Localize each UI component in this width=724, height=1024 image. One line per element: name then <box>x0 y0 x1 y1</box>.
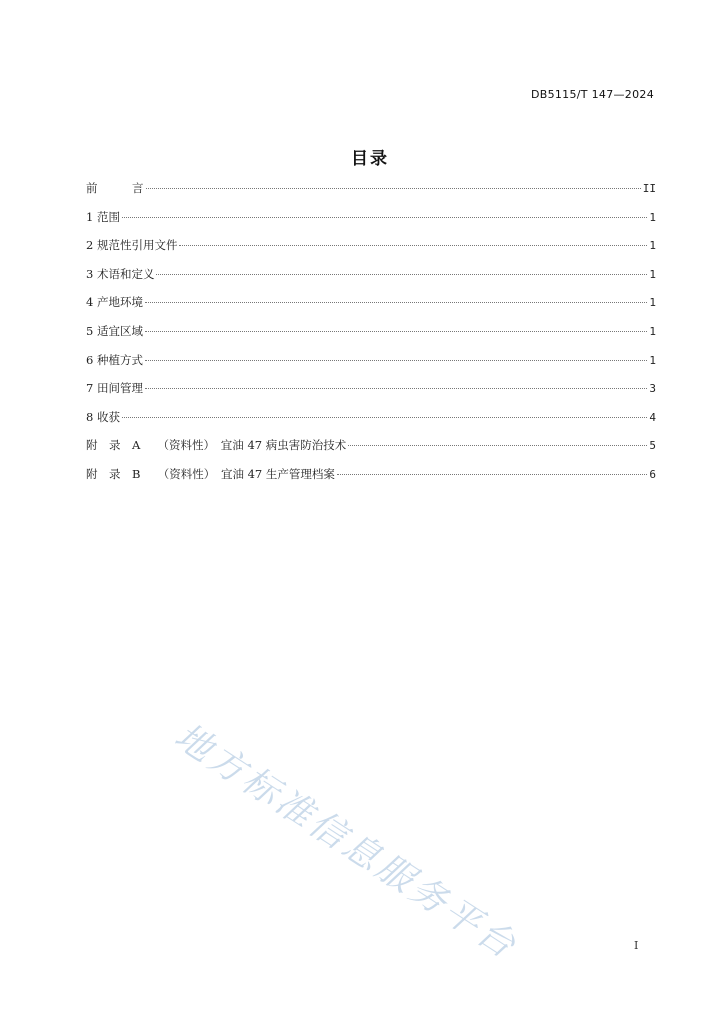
toc-entry-page: 1 <box>649 353 656 367</box>
toc-leader-dots <box>348 445 647 446</box>
toc-entry-label: 8 收获 <box>86 409 120 424</box>
watermark: 地方标准信息服务平台 <box>167 715 526 969</box>
toc-leader-dots <box>145 360 647 361</box>
toc-leader-dots <box>145 331 647 332</box>
toc-entry-label: 附 录 B （资料性） 宜油 47 生产管理档案 <box>86 466 335 481</box>
document-code: DB5115/T 147—2024 <box>530 88 654 101</box>
footer-page-number: I <box>634 939 639 952</box>
toc-entry-normative-references[interactable] <box>86 237 656 266</box>
toc-entry-label: 2 规范性引用文件 <box>86 238 178 253</box>
toc-entry-production-environment[interactable] <box>86 294 656 323</box>
toc-entry-label: 3 术语和定义 <box>86 266 155 281</box>
toc-entry-label: 4 产地环境 <box>86 295 143 310</box>
toc-entry-terms-definitions[interactable] <box>86 266 656 295</box>
toc-entry-page: 6 <box>649 467 656 481</box>
toc-entry-planting-method[interactable] <box>86 352 656 381</box>
toc-entry-page: 4 <box>649 410 656 424</box>
toc-entry-label: 5 适宜区域 <box>86 323 143 338</box>
toc-entry-label: 前 言 <box>86 181 144 195</box>
toc-entry-page: 1 <box>649 210 656 224</box>
toc-leader-dots <box>122 417 647 418</box>
toc-entry-field-management[interactable] <box>86 380 656 409</box>
toc-entry-page: 5 <box>649 439 656 453</box>
toc-entry-page: II <box>642 182 656 195</box>
toc-leader-dots <box>337 474 647 475</box>
toc-entry-page: 1 <box>649 267 656 281</box>
toc-leader-dots <box>156 274 647 275</box>
toc-entry-harvest[interactable] <box>86 409 656 438</box>
toc-leader-dots <box>179 245 647 246</box>
toc-leader-dots <box>145 388 647 389</box>
toc-entry-label: 1 范围 <box>86 209 120 224</box>
toc-entry-scope[interactable] <box>86 209 656 238</box>
toc-entry-page: 1 <box>649 324 656 338</box>
table-of-contents <box>86 180 656 495</box>
toc-entry-page: 1 <box>649 239 656 253</box>
toc-entry-appendix-a[interactable] <box>86 437 656 466</box>
toc-entry-page: 3 <box>649 382 656 396</box>
toc-entry-label: 7 田间管理 <box>86 381 143 396</box>
toc-entry-suitable-area[interactable] <box>86 323 656 352</box>
toc-leader-dots <box>146 188 641 189</box>
toc-entry-appendix-b[interactable] <box>86 466 656 495</box>
toc-entry-label: 附 录 A （资料性） 宜油 47 病虫害防治技术 <box>86 438 347 453</box>
toc-title: 目录 <box>351 149 389 169</box>
toc-entry-label: 6 种植方式 <box>86 352 143 367</box>
toc-leader-dots <box>122 217 647 218</box>
toc-leader-dots <box>145 302 647 303</box>
toc-entry-page: 1 <box>649 296 656 310</box>
toc-entry-foreword[interactable] <box>86 180 656 209</box>
